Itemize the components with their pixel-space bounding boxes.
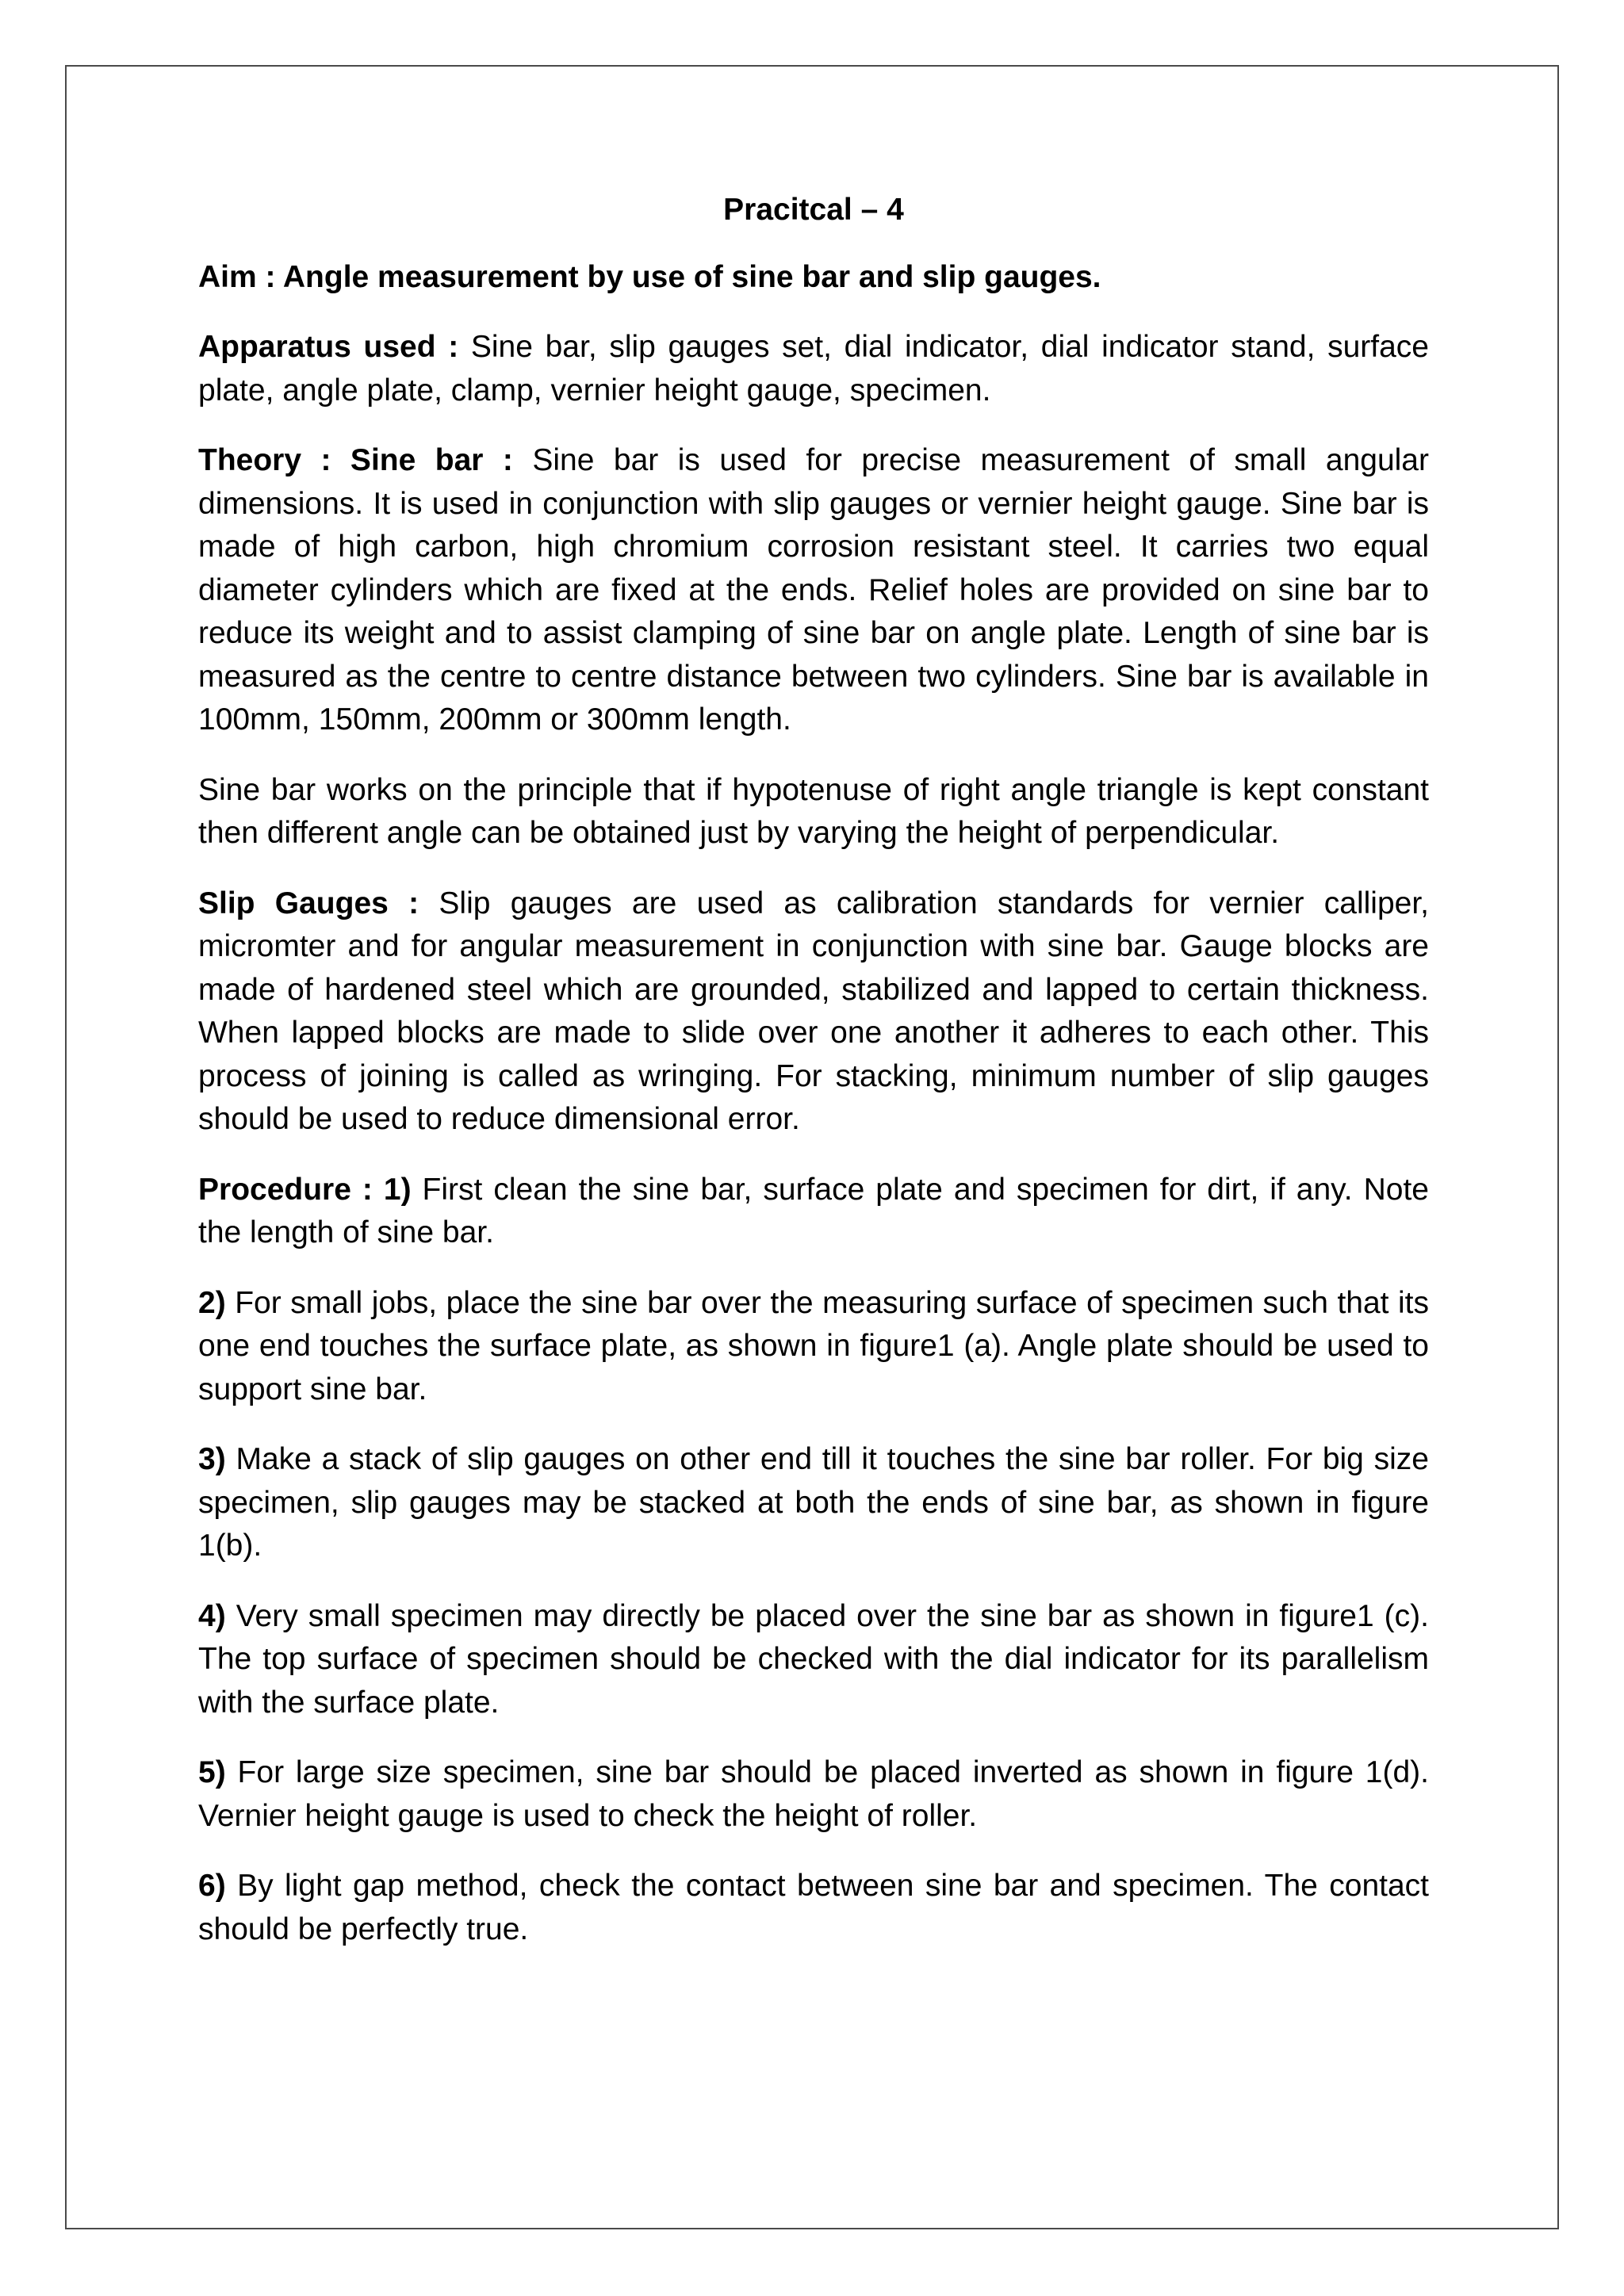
procedure-step-text: Make a stack of slip gauges on other end till it touches the sine bar roller. For big size specimen, slip gauges may be stacked at both the ends of sine bar, as shown in figure 1(b). [198, 1442, 1429, 1563]
slip-gauges-label: Slip Gauges : [198, 886, 419, 920]
page-title: Pracitcal – 4 [723, 193, 904, 227]
procedure-step-text: By light gap method, check the contact between sine bar and specimen. The contact should be perfectly true. [198, 1869, 1429, 1946]
procedure-step-2 [198, 1282, 1429, 1412]
theory-paragraph [198, 439, 1429, 742]
apparatus-label: Apparatus used : [198, 330, 459, 364]
procedure-step-number: 6) [198, 1869, 226, 1903]
procedure-step-4 [198, 1595, 1429, 1725]
aim-heading: Aim : Angle measurement by use of sine bar and slip gauges. [198, 259, 1101, 294]
procedure-label: Procedure : 1) [198, 1172, 412, 1207]
procedure-step-6 [198, 1865, 1429, 1951]
procedure-step-number: 5) [198, 1755, 226, 1789]
procedure-step-number: 3) [198, 1442, 226, 1476]
apparatus-paragraph [198, 326, 1429, 412]
slip-gauges-text: Slip gauges are used as calibration standards for vernier calliper, micromter and for angular measurement in conjunction with sine bar. Gauge blocks are made of hardened steel which are grounded, stabilized and lapped to certain thickness. When lapped blocks are made to slide over one another it adheres to each other. This process of joining is called as wringing. For stacking, minimum number of slip gauges should be used to reduce dimensional error. [198, 886, 1429, 1136]
procedure-step-3 [198, 1438, 1429, 1568]
theory-text: Sine bar is used for precise measurement of small angular dimensions. It is used in conjunction with slip gauges or vernier height gauge. Sine bar is made of high carbon, high chromium corrosion resistant steel. It carries two equal diameter cylinders which are fixed at the ends. Relief holes are provided on sine bar to reduce its weight and to assist clamping of sine bar on angle plate. Length of sine bar is measured as the centre to centre distance between two cylinders. Sine bar is available in 100mm, 150mm, 200mm or 300mm length. [198, 443, 1429, 737]
apparatus-text: Sine bar, slip gauges set, dial indicator, dial indicator stand, surface plate, angle plate, clamp, vernier height gauge, specimen. [198, 330, 1430, 408]
document-body [198, 189, 1429, 1978]
procedure-step-text: For small jobs, place the sine bar over the measuring surface of specimen such that its one end touches the surface plate, as shown in figure1 (a). Angle plate should be used to support sine bar. [198, 1285, 1429, 1406]
procedure-step-text: First clean the sine bar, surface plate and specimen for dirt, if any. Note the length of sine bar. [198, 1172, 1429, 1249]
procedure-step-1 [198, 1169, 1429, 1255]
slip-gauges-paragraph [198, 882, 1429, 1142]
procedure-step-5 [198, 1751, 1429, 1838]
theory-label: Theory : Sine bar : [198, 443, 513, 477]
procedure-step-text: Very small specimen may directly be placed over the sine bar as shown in figure1 (c). The top surface of specimen should be checked with the dial indicator for its parallelism with the surface plate. [198, 1598, 1429, 1720]
principle-paragraph: Sine bar works on the principle that if hypotenuse of right angle triangle is kept constant then different angle can be obtained just by varying the height of perpendicular. [198, 772, 1429, 850]
procedure-step-number: 2) [198, 1285, 226, 1320]
procedure-step-text: For large size specimen, sine bar should be placed inverted as shown in figure 1(d). Vernier height gauge is used to check the height of roller. [198, 1755, 1429, 1833]
procedure-step-number: 4) [198, 1598, 226, 1633]
